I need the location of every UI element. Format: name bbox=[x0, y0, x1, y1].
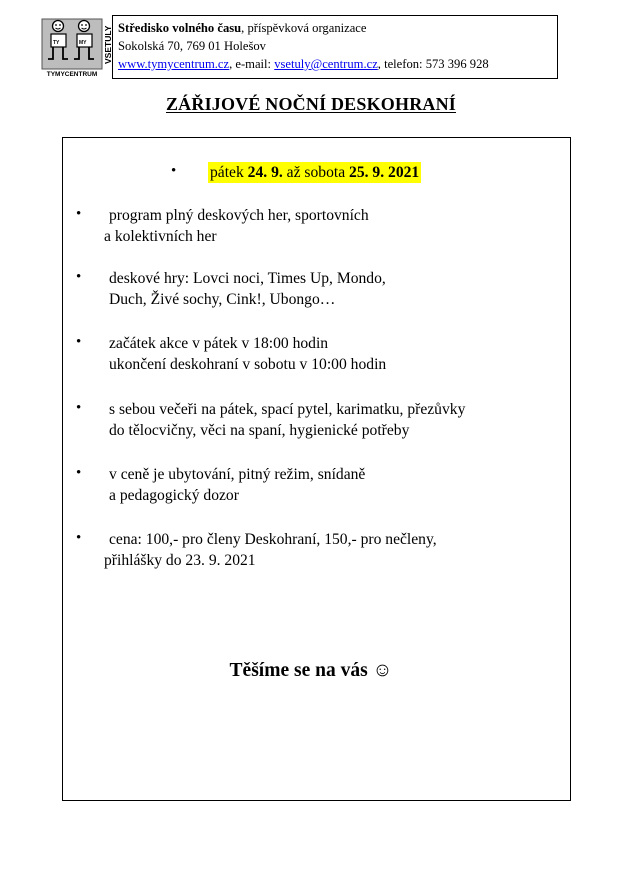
list-item-line: a kolektivních her bbox=[104, 228, 217, 245]
bullet: • bbox=[76, 465, 82, 481]
list-item-line: ukončení deskohraní v sobotu v 10:00 hodin bbox=[109, 356, 387, 373]
bullet: • bbox=[76, 400, 82, 416]
date-start: 24. 9. bbox=[247, 164, 283, 181]
svg-text:TYMYCENTRUM: TYMYCENTRUM bbox=[46, 71, 98, 78]
svg-text:MY: MY bbox=[79, 40, 87, 46]
list-item-line: a pedagogický dozor bbox=[109, 487, 239, 504]
event-date-highlight bbox=[208, 162, 421, 183]
children-logo-icon bbox=[41, 18, 113, 80]
list-item-line: do tělocvičny, věci na spaní, hygienické potřeby bbox=[109, 422, 410, 439]
list-item-line: deskové hry: Lovci noci, Times Up, Mondo, bbox=[109, 270, 386, 287]
org-name: Středisko volného času bbox=[118, 21, 242, 35]
svg-text:TY: TY bbox=[53, 40, 60, 46]
bullet: • bbox=[76, 334, 82, 350]
contact-line bbox=[118, 55, 557, 73]
bullet: • bbox=[171, 163, 177, 179]
phone-number: , telefon: 573 396 928 bbox=[377, 57, 489, 71]
website-link[interactable]: www.tymycentrum.cz bbox=[118, 57, 230, 71]
list-item-line: program plný deskových her, sportovních bbox=[109, 207, 369, 224]
list-item-line: začátek akce v pátek v 18:00 hodin bbox=[109, 335, 329, 352]
bullet: • bbox=[76, 530, 82, 546]
event-title bbox=[0, 94, 622, 115]
list-item-line: Duch, Živé sochy, Cink!, Ubongo… bbox=[109, 291, 336, 308]
organization-logo bbox=[41, 18, 113, 80]
org-address: Sokolská 70, 769 01 Holešov bbox=[118, 39, 266, 53]
list-item-line: s sebou večeři na pátek, spací pytel, karimatku, přezůvky bbox=[109, 401, 466, 418]
svg-text:VSETULY: VSETULY bbox=[103, 25, 113, 64]
contact-info-box bbox=[112, 15, 558, 79]
bullet: • bbox=[76, 206, 82, 222]
org-name-line bbox=[118, 19, 557, 37]
closing-message: Těšíme se na vás ☺ bbox=[229, 660, 393, 681]
list-item-line: přihlášky do 23. 9. 2021 bbox=[104, 552, 256, 569]
event-title-text: ZÁŘIJOVÉ NOČNÍ DESKOHRANÍ bbox=[165, 94, 457, 114]
bullet: • bbox=[76, 269, 82, 285]
email-label: , e-mail: bbox=[229, 57, 275, 71]
date-middle: až sobota bbox=[282, 164, 350, 181]
org-type: , příspěvková organizace bbox=[241, 21, 367, 35]
list-item-line: cena: 100,- pro členy Deskohraní, 150,- pro nečleny, bbox=[109, 531, 437, 548]
date-prefix: pátek bbox=[210, 164, 248, 181]
list-item-line: v ceně je ubytování, pitný režim, snídaně bbox=[109, 466, 366, 483]
email-link[interactable]: vsetuly@centrum.cz bbox=[274, 57, 378, 71]
date-end: 25. 9. 2021 bbox=[349, 164, 420, 181]
letterhead bbox=[35, 15, 560, 81]
